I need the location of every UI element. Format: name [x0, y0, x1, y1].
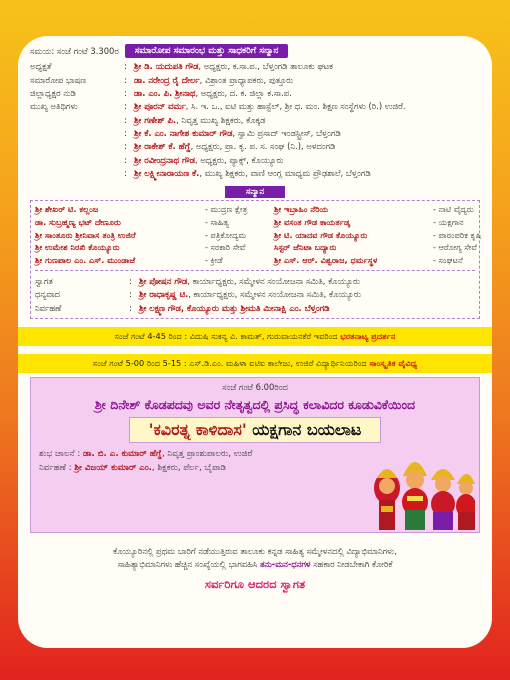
person-name: ಶ್ರೀ ರಾಧಾಕೃಷ್ಣ ಟಿ. [139, 289, 189, 300]
row-colon: : [124, 101, 127, 112]
session-header [30, 44, 480, 58]
honoree-field: - ಆರೋಗ್ಯ ಸೇವೆ [433, 242, 477, 253]
person-designation: , ಮುಖ್ಯ ಶಿಕ್ಷಕರು, ವಾಣಿ ಆಂಗ್ಲ ಮಾಧ್ಯಮ ಪ್ರೌಢಶಾಲೆ, ಬೆಳ್ತಂಗಡಿ [199, 168, 371, 179]
honoree-name: ಶ್ರೀ ಉಮೇಶ ನಿರಖಿ ಕೊಯ್ಯೂರು [35, 242, 120, 253]
row-value [134, 87, 406, 100]
row-value [134, 73, 406, 86]
honoree-field: - ಪತ್ರಿಕೋದ್ಯಮ [205, 229, 247, 240]
session-title-banner: ಸಮಾರೋಪ ಸಮಾರಂಭ ಮತ್ತು ಸಾಧಕರಿಗೆ ಸನ್ಮಾನ [125, 44, 289, 58]
programme-card [18, 36, 492, 648]
guest-row [30, 87, 406, 100]
honoree-name: ಶ್ರೀ ಎಸ್. ಆರ್. ವಿಶ್ವರಾಜ, ಧರ್ಮಸ್ಥಳ [274, 254, 378, 265]
row-label [30, 114, 124, 127]
honoree-field: - ನಾಟಿ ವೈದ್ಯರು [433, 204, 474, 215]
honoree-field: - ಕ್ರೀಡೆ [205, 254, 223, 265]
row-value [139, 275, 361, 288]
invitation-line-2a: ಸಾಹಿತ್ಯಾಭಿಮಾನಿಗಳು ಹೆಚ್ಚಿನ ಸಂಖ್ಯೆಯಲ್ಲಿ ಭಾಗವಹಿಸಿ [117, 558, 260, 569]
person-designation: , ಅಧ್ಯಕ್ಷರು, ಪ್ರಾ. ಕೃ. ಪ. ಸ. ಸಂಘ (ನಿ.), ಅಳದಂಗಡಿ [190, 141, 336, 152]
person-name: ಶ್ರೀ ಲಕ್ಷ್ಮೀನಾರಾಯಣ ಕೆ. [134, 168, 200, 179]
row-label [30, 127, 124, 140]
honoree-name: ಶ್ರೀ ಟಿ. ಯಾದವ ಗೌಡ ಕೊಯ್ಯೂರು [274, 229, 368, 240]
event-manager-name: ಶ್ರೀ ವಿಜಯ್ ಕುಮಾರ್ ಎಂ. [74, 462, 152, 473]
artist-figure [402, 462, 428, 530]
event-title [129, 417, 381, 443]
guest-row [35, 275, 361, 288]
row-label [30, 167, 124, 180]
row-colon: : [129, 275, 132, 286]
person-designation: , ಅಧ್ಯಕ್ಷರು, ಕ.ಸಾ.ಪ., ಬೆಳ್ತಂಗಡಿ ತಾಲೂಕು ಘಟಕ [198, 61, 333, 72]
guest-row [35, 302, 361, 315]
row-colon: : [124, 141, 127, 152]
row-colon: : [124, 61, 127, 72]
event-manager-detail: , ಶಿಕ್ಷಕರು, ಪೆರ್ಲ, ಬೈಪಾಡಿ [151, 462, 227, 473]
person-designation: , ಕಾರ್ಯಾಧ್ಯಕ್ಷರು, ಸಮ್ಮೇಳನ ಸಂಯೋಜನಾ ಸಮಿತಿ, ಕೊಯ್ಯೂರು [188, 289, 362, 300]
row-value [134, 140, 406, 153]
row-colon: : [124, 87, 127, 98]
guest-list-bottom [35, 275, 361, 315]
event-title-main: 'ಕವಿರತ್ನ ಕಾಳಿದಾಸ' [148, 419, 247, 439]
honoree-name: ಶ್ರೀ ಶೇಖರ್ ಟಿ. ಕಲ್ಲಂಜ [35, 204, 99, 215]
row-colon: : [124, 168, 127, 179]
person-designation: , ಸಿ. ಇ. ಒ., ಐಟಿ ಮತ್ತು ಹಾಸ್ಟೆಲ್, ಶ್ರೀ ಧ. ಮಂ. ಶಿಕ್ಷಣ ಸಂಸ್ಥೆಗಳು (ರಿ.) ಉಜಿರೆ. [185, 101, 406, 112]
event-time: ಸಂಜೆ ಗಂಟೆ 6.00ರಿಂದ [222, 381, 288, 392]
invitation-line-2c: ಸಹಕಾರ ನೀಡಬೇಕಾಗಿ ಕೋರಿಕೆ [310, 558, 393, 569]
row-value [134, 167, 406, 180]
inauguration-detail: , ನಿವೃತ್ತ ಪ್ರಾಂಶುಪಾಲರು, ಉಜಿರೆ [161, 448, 253, 459]
bar1-highlight: ಭರತನಾಟ್ಯ ಪ್ರದರ್ಶನ [340, 330, 396, 341]
session-time: ಸಮಯ: ಸಂಜೆ ಗಂಟೆ 3.300ರ [30, 45, 119, 56]
person-name: ಶ್ರೀ ರವೀಂದ್ರನಾಥ ಗೌಡ [134, 154, 195, 165]
honoree-name: ಶ್ರೀ ಇಬ್ರಾಹಿಂ ನೆರಿಯ [274, 204, 329, 215]
bar2-time: ಸಂಜೆ ಗಂಟೆ 5-00 ರಿಂದ 5-15 : [92, 357, 190, 368]
person-name: ಡಾ. ಎಂ. ಪಿ. ಶ್ರೀನಾಥ [134, 87, 196, 98]
honoree-name: ಶ್ರೀ ಗುಣಪಾಲ ಎಂ. ಎಸ್. ಮುಂಡಾಜೆ [35, 254, 136, 265]
person-name: ಶ್ರೀ ಡಿ. ಯದುಪತಿ ಗೌಡ [134, 61, 199, 72]
row-label [30, 154, 124, 167]
honours-heading: ಸನ್ಮಾನ [225, 186, 285, 198]
honoree-name: ಡಾ. ಸುಬ್ರಹ್ಮಣ್ಯ ಭಟ್ ದೇಣೂರು [35, 216, 121, 227]
honours-grid [35, 204, 482, 265]
honoree-name: ಶ್ರೀ ವಸಂತ ಗೌಡ ಕಾಯರ್ತಡ್ಕ [274, 216, 350, 227]
bar2-performer: ಎಸ್.ಡಿ.ಎಂ. ಮಹಿಳಾ ಐಟಿಐ ಕಾಲೇಜು, ಉಜಿರೆ ವಿದ್ಯಾರ್ಥಿನಿಯರಿಂದ [189, 357, 370, 368]
person-designation: , ಸ್ವಾಮಿ ಪ್ರಸಾದ್ ಇಂಡಸ್ಟ್ರೀಸ್, ಬೆಳ್ತಂಗಡಿ [232, 128, 341, 139]
invitation-line-2 [30, 558, 480, 571]
guest-row [35, 288, 361, 301]
row-label: ಸ್ವಾಗತ [35, 275, 53, 286]
row-label: ಅಧ್ಯಕ್ಷತೆ [30, 61, 52, 72]
guest-row [30, 127, 406, 140]
row-colon: : [124, 74, 127, 85]
person-name: ಶ್ರೀ ಕೆ. ಎಂ. ನಾಗೇಶ ಕುಮಾರ್ ಗೌಡ [134, 128, 233, 139]
person-name: ಶ್ರೀ ಗಣೇಶ್ ಪಿ. [134, 114, 177, 125]
row-label: ಮುಖ್ಯ ಅತಿಥಿಗಳು [30, 101, 78, 112]
bar1-performer: ವಿದುಷಿ ಸುಕನ್ಯ ವಿ. ಕಾಮತ್, ಗುರುವಾಯನಕೆರೆ ಇವರಿಂದ [189, 330, 341, 341]
row-colon: : [124, 114, 127, 125]
row-label: ನಿರ್ವಹಣೆ [35, 302, 62, 313]
row-label: ಸಮಾರೋಪ ಭಾಷಣ [30, 74, 87, 85]
yakshagana-section [30, 377, 480, 533]
row-value [134, 154, 406, 167]
row-value [134, 114, 406, 127]
guest-row [30, 114, 406, 127]
invitation-line-1: ಕೊಯ್ಯೂರಿನಲ್ಲಿ ಪ್ರಥಮ ಬಾರಿಗೆ ನಡೆಯುತ್ತಿರುವ ತಾಲೂಕು ಕನ್ನಡ ಸಾಹಿತ್ಯ ಸಮ್ಮೇಳನದಲ್ಲಿ ವಿದ್ಯಾಭಿಮಾನಿಗಳು, [112, 545, 398, 556]
row-label [30, 140, 124, 153]
row-colon: : [124, 154, 127, 165]
honoree-field: - ಪಾರಂಪರಿಕ ಕೃಷಿ [433, 229, 482, 240]
honoree-field: - ಸರಕಾರಿ ಸೇವೆ [205, 242, 246, 253]
event-heading: ಶ್ರೀ ದಿನೇಶ್ ಕೊಡಪದವು ಅವರ ನೇತೃತ್ವದಲ್ಲಿ ಪ್ರಸಿದ್ಧ ಕಲಾವಿದರ ಕೂಡುವಿಕೆಯಿಂದ [94, 396, 416, 412]
guest-row [30, 154, 406, 167]
person-designation: , ಅಧ್ಯಕ್ಷರು, ದ. ಕ. ಜಿಲ್ಲಾ ಕ.ಸಾ.ಪ. [195, 87, 292, 98]
invitation-text [30, 545, 480, 571]
guest-row [30, 73, 406, 86]
inauguration-label: ಶುಭ ಚಾಲನೆ : [39, 448, 83, 459]
person-designation: , ನಿವೃತ್ತ ಮುಖ್ಯ ಶಿಕ್ಷಕರು, ಕೊಕ್ಕಡ [176, 114, 266, 125]
person-name: ಶ್ರೀ ಲಕ್ಷ್ಮಣ ಗೌಡ, ಕೊಯ್ಯೂರು ಮತ್ತು ಶ್ರೀಮತಿ ಮೀನಾಕ್ಷಿ ಎಂ. ಬೆಳ್ತಂಗಡಿ [139, 302, 330, 313]
yakshagana-artists-image [373, 450, 475, 530]
honoree-name: ಸಿಸ್ಟರ್ ಜೆನಿಟಾ ಬದ್ಯಾರು [274, 242, 337, 253]
performance-bar-1 [18, 327, 492, 346]
honoree-field: - ಮುದ್ರಣ ಕ್ಷೇತ್ರ [205, 204, 248, 215]
person-name: ಶ್ರೀ ಪೂರನ್ ವರ್ಮ [134, 101, 186, 112]
person-name: ಶ್ರೀ ರಾಕೇಶ್ ಕೆ. ಹೆಗ್ಡೆ [134, 141, 191, 152]
guest-list-top [30, 60, 406, 180]
performance-bar-2 [18, 354, 492, 373]
row-colon: : [124, 128, 127, 139]
person-designation: , ವಿಶ್ರಾಂತ ಪ್ರಾಧ್ಯಾಪಕರು, ಪುತ್ತೂರು [199, 74, 294, 85]
guest-row [30, 60, 406, 73]
row-label: ಧನ್ಯವಾದ [35, 289, 60, 300]
honoree-field: - ಸಾಹಿತ್ಯ [205, 216, 229, 227]
bar2-highlight: ಸಾಂಸ್ಕೃತಿಕ ವೈವಿಧ್ಯ [369, 357, 418, 368]
event-title-tail: ಯಕ್ಷಗಾನ ಬಯಲಾಟ [246, 419, 362, 439]
row-value [139, 302, 361, 315]
row-value [134, 100, 406, 113]
row-colon: : [129, 302, 132, 313]
event-manager-label: ನಿರ್ವಹಣೆ : [39, 462, 75, 473]
honoree-name: ಶ್ರೀ ಸಾಂತೂರು ಶ್ರೀನಿವಾಸ ತಂತ್ರಿ ಉಜಿರೆ [35, 229, 136, 240]
divider [35, 270, 475, 271]
row-colon: : [129, 289, 132, 300]
artist-figure [456, 474, 475, 530]
honoree-field: - ಯಕ್ಷಗಾನ [433, 216, 464, 227]
row-label: ಜಿಲ್ಲಾಧ್ಯಕ್ಷರ ನುಡಿ [30, 87, 76, 98]
guest-row [30, 140, 406, 153]
person-name: ಶ್ರೀ ಪೋಷನ ಗೌಡ [139, 275, 188, 286]
row-value [134, 127, 406, 140]
inauguration-name: ಡಾ. ಬಿ. ಎ. ಕುಮಾರ್ ಹೆಗ್ಡೆ [83, 448, 162, 459]
invitation-highlight: ತನು-ಮನ-ಧನಗಳ [259, 558, 311, 569]
welcome-message: ಸರ್ವರಿಗೂ ಆದರದ ಸ್ವಾಗತ [204, 576, 306, 591]
artist-figure [431, 469, 455, 530]
row-value [134, 60, 406, 73]
honours-box [30, 200, 480, 319]
honoree-field: - ಸಂಘಟನೆ [433, 254, 463, 265]
guest-row [30, 100, 406, 113]
row-value [139, 288, 361, 301]
person-name: ಡಾ. ನರೇಂದ್ರ ರೈ ದೇರ್ಲ [134, 74, 200, 85]
guest-row [30, 167, 406, 180]
bar1-time: ಸಂಜೆ ಗಂಟೆ 4-45 ರಿಂದ : [114, 330, 190, 341]
person-designation: , ಕಾರ್ಯಾಧ್ಯಕ್ಷರು, ಸಮ್ಮೇಳನ ಸಂಯೋಜನಾ ಸಮಿತಿ, ಕೊಯ್ಯೂರು [187, 275, 361, 286]
person-designation: , ಅಧ್ಯಕ್ಷರು, ಪ್ಯಾಕ್ಸ್, ಕೊಯ್ಯೂರು [194, 154, 284, 165]
